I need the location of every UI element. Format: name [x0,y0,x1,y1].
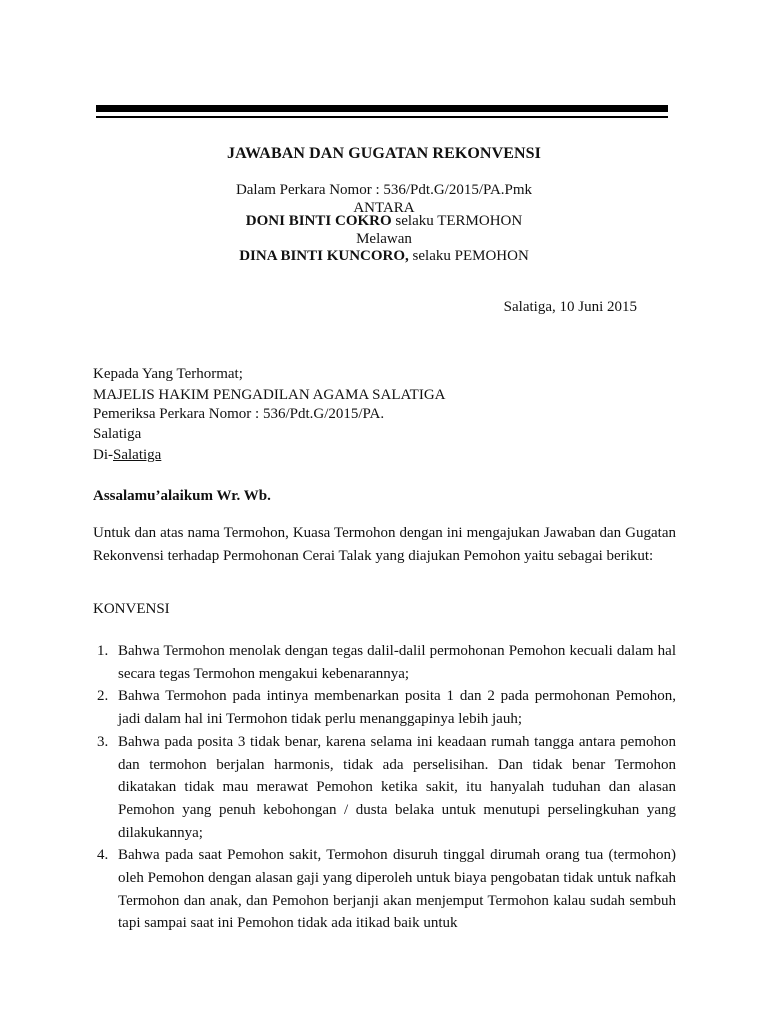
list-item-text: Bahwa pada posita 3 tidak benar, karena selama ini keadaan rumah tangga antara pemohon dan termohon berjalan harmonis, tidak ada perselisihan. Dan tidak benar Termohon dikatakan tidak mau merawat Pemohon ketika sakit, itu hanyalah tuduhan dan alasan Pemohon yang penuh kebohongan / dusta belaka untuk menutupi perselingkuhan yang dilakukannya; [118,733,676,841]
document-title: JAWABAN DAN GUGATAN REKONVENSI [227,145,541,162]
party-respondent-line [93,212,675,231]
addressee-line-1: Kepada Yang Terhormat; [93,366,243,382]
list-item [93,685,676,730]
addressee-line-5 [93,446,161,465]
greeting: Assalamu’alaikum Wr. Wb. [93,488,271,504]
respondent-name: DONI BINTI COKRO [245,213,392,229]
addressee-line-2: MAJELIS HAKIM PENGADILAN AGAMA SALATIGA [93,387,446,403]
header-double-rule [96,105,668,112]
intro-paragraph: Untuk dan atas nama Termohon, Kuasa Termohon dengan ini mengajukan Jawaban dan Gugatan Rekonvensi terhadap Permohonan Cerai Talak yang diajukan Pemohon yaitu sebagai berikut: [93,525,676,564]
list-item-text: Bahwa pada saat Pemohon sakit, Termohon disuruh tinggal dirumah orang tua (termohon) oleh Pemohon dengan alasan gaji yang diperoleh untuk biaya pengobatan tidak untuk nafkah Termohon dan anak, dan Pemohon berjanji akan menjemput Termohon kalau sudah sembuh tapi sampai saat ini Pemohon tidak ada itikad baik untuk [118,847,676,932]
list-item-number: 3. [97,733,109,750]
party-petitioner-line [93,247,675,266]
list-item [93,640,676,685]
petitioner-role: selaku PEMOHON [408,248,529,264]
petitioner-name: DINA BINTI KUNCORO, [239,248,409,264]
respondent-role: selaku TERMOHON [391,213,523,229]
list-item [93,844,676,935]
addressee-line-4: Salatiga [93,426,142,442]
addressee-line-3: Pemeriksa Perkara Nomor : 536/Pdt.G/2015/PA. [93,406,385,422]
versus-line: Melawan [356,231,412,247]
list-item-number: 4. [97,847,109,864]
list-item-text: Bahwa Termohon pada intinya membenarkan posita 1 dan 2 pada permohonan Pemohon, jadi dalam hal ini Termohon tidak perlu menanggapinya lebih jauh; [118,688,676,728]
place-date: Salatiga, 10 Juni 2015 [503,299,637,315]
list-item [93,731,676,845]
section-heading: KONVENSI [93,601,170,617]
addressee-place: Salatiga [113,447,162,463]
list-item-text: Bahwa Termohon menolak dengan tegas dalil-dalil permohonan Pemohon kecuali dalam hal secara tegas Termohon mengakui kebenarannya; [118,643,676,682]
case-number-line: Dalam Perkara Nomor : 536/Pdt.G/2015/PA.Pmk [235,182,533,198]
list-item-number: 1. [97,643,109,659]
konvensi-list [93,640,676,935]
addressee-prefix: Di- [93,447,113,463]
between-line: ANTARA [353,200,415,216]
list-item-number: 2. [97,688,109,705]
